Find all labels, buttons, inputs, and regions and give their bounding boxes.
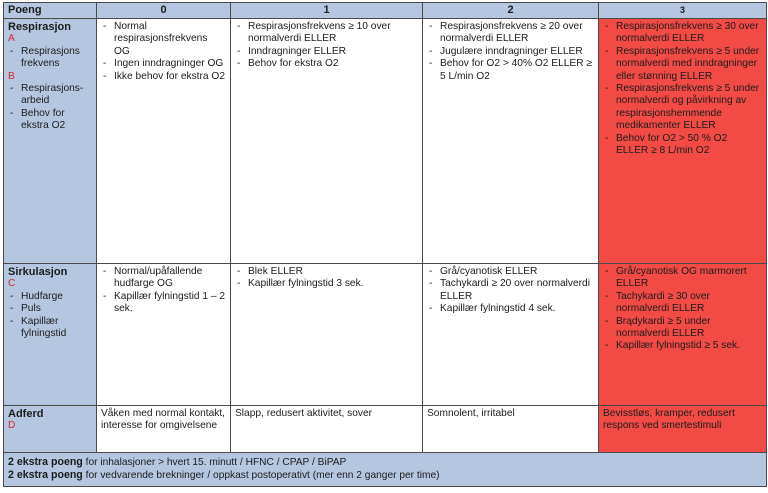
category-cell-adferd (4, 406, 97, 453)
cell-respirasjon-3 (599, 19, 767, 264)
row-adferd (4, 406, 767, 453)
header-score-3: 3 (599, 3, 767, 19)
criterion: - Jugulære inndragninger ELLER (427, 46, 594, 58)
category-item: - Kapillær fylningstid (8, 316, 92, 341)
pews-score-table-page (3, 2, 766, 490)
criterion: - Respirasjonsfrekvens ≥ 5 under normalverdi med inndragninger eller stønning ELLER (603, 46, 762, 83)
header-score-2: 2 (423, 3, 599, 19)
criterion: - Blek ELLER (235, 266, 418, 278)
category-letter: D (8, 420, 16, 432)
header-score-0: 0 (97, 3, 231, 19)
cell-respirasjon-2 (423, 19, 599, 264)
footer-note-bold: 2 ekstra poeng (8, 456, 83, 468)
cell-adferd-1: Slapp, redusert aktivitet, sover (231, 406, 423, 453)
category-letter: B (8, 70, 15, 82)
criterion: - Behov for O2 > 40% O2 ELLER ≥ 5 L/min O2 (427, 58, 594, 83)
category-title: Sirkulasjon (8, 266, 68, 278)
footer-note-bold: 2 ekstra poeng (8, 469, 83, 482)
cell-sirkulasjon-0 (97, 264, 231, 406)
footer-note-text: for vedvarende brekninger / oppkast postoperativt (mer enn 2 ganger per time) (82, 470, 440, 482)
criterion: - Respirasjonsfrekvens ≥ 20 over normalverdi ELLER (427, 21, 594, 46)
criterion: - Inndragninger ELLER (235, 46, 418, 58)
cell-adferd-0: Våken med normal kontakt, interesse for omgivelsene (97, 406, 231, 453)
category-title: Respirasjon (8, 21, 71, 33)
footer-notes (4, 453, 767, 487)
row-sirkulasjon (4, 264, 767, 406)
criterion: - Kapillær fylningstid 1 – 2 sek. (101, 291, 226, 316)
criterion: - Behov for O2 > 50 % O2 ELLER ≥ 8 L/min O2 (603, 133, 762, 158)
category-letter: A (8, 33, 15, 45)
criterion: - Behov for ekstra O2 (235, 58, 418, 70)
category-items (8, 46, 92, 71)
category-item: - Hudfarge (8, 291, 92, 303)
criterion: - Respirasjonsfrekvens ≥ 30 over normalverdi ELLER (603, 21, 762, 46)
category-items (8, 83, 92, 133)
criterion: - Ingen inndragninger OG (101, 58, 226, 70)
criterion: - Respirasjonsfrekvens ≥ 10 over normalverdi ELLER (235, 21, 418, 46)
footer-note (8, 456, 762, 469)
footer-row (4, 453, 767, 487)
criterion: - Kapillær fylningstid 3 sek. (235, 278, 418, 290)
criterion: - Tachykardi ≥ 20 over normalverdi ELLER (427, 278, 594, 303)
cell-sirkulasjon-1 (231, 264, 423, 406)
pews-score-table (3, 2, 767, 487)
row-respirasjon (4, 19, 767, 264)
footer-note-text: for inhalasjoner > hvert 15. minutt / HFNC / CPAP / BiPAP (82, 457, 347, 468)
criterion: - Ikke behov for ekstra O2 (101, 71, 226, 83)
criterion: - Kapillær fylningstid 4 sek. (427, 303, 594, 315)
header-label: Poeng (4, 3, 97, 19)
cell-sirkulasjon-2 (423, 264, 599, 406)
cell-respirasjon-1 (231, 19, 423, 264)
category-title: Adferd (8, 408, 44, 420)
criterion: - Tachykardi ≥ 30 over normalverdi ELLER (603, 291, 762, 316)
criterion: - Brądykardi ≥ 5 under normalverdi ELLER (603, 316, 762, 341)
category-cell-respirasjon (4, 19, 97, 264)
criterion: - Normal/upåfallende hudfarge OG (101, 266, 226, 291)
criterion: - Grå/cyanotisk ELLER (427, 266, 594, 278)
cell-respirasjon-0 (97, 19, 231, 264)
footer-note (8, 469, 762, 482)
cell-sirkulasjon-3 (599, 264, 767, 406)
cell-adferd-2: Somnolent, irritabel (423, 406, 599, 453)
criterion: - Kapillær fylningstid ≥ 5 sek. (603, 340, 762, 352)
category-items (8, 291, 92, 341)
category-item: - Respirasjons-arbeid (8, 83, 92, 108)
category-cell-sirkulasjon (4, 264, 97, 406)
category-item: - Respirasjons frekvens (8, 46, 92, 71)
header-row (4, 3, 767, 19)
criterion: - Normal respirasjonsfrekvens OG (101, 21, 226, 58)
criterion: - Grå/cyanotisk OG marmorert ELLER (603, 266, 762, 291)
header-score-1: 1 (231, 3, 423, 19)
cell-adferd-3: Bevisstløs, kramper, redusert respons ved smertestimuli (599, 406, 767, 453)
category-letter: C (8, 278, 16, 290)
criterion: - Respirasjonsfrekvens ≥ 5 under normalverdi og påvirkning av respirasjonshemmende medikamenter ELLER (603, 83, 762, 133)
category-item: - Puls (8, 303, 92, 315)
category-item: - Behov for ekstra O2 (8, 108, 92, 133)
